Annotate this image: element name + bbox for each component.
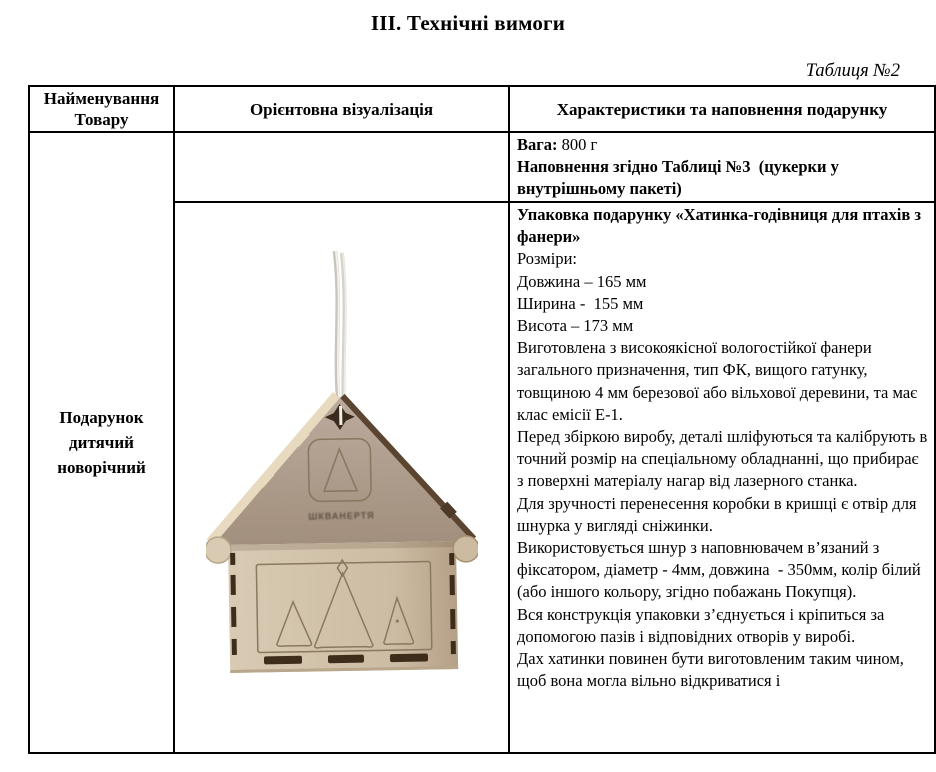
filling-line: Наповнення згідно Таблиці №3 (цукерки у внутрішньому пакеті) <box>517 157 844 199</box>
visualization-empty-cell <box>174 132 509 202</box>
characteristic-paragraph: Для зручності перенесення коробки в кришці є отвір для шнурка у вигляді сніжинки. <box>517 493 921 535</box>
characteristic-paragraph: Упаковка подарунку «Хатинка-годівниця для птахів з фанери» <box>517 205 926 247</box>
table-caption: Таблиця №2 <box>805 61 900 81</box>
characteristic-paragraph: Перед збіркою виробу, деталі шліфуються та калібрують в точний розмір на спеціальному обладнанні, що прибирає з поверхні матеріалу нагар від лазерного станка. <box>517 427 932 491</box>
left-peg <box>206 537 231 563</box>
characteristic-paragraph: Дах хатинки повинен бути виготовленим таким чином, щоб вона могла вільно відкриватися і <box>517 649 909 691</box>
weight-and-filling-cell <box>509 132 935 202</box>
characteristic-paragraph: Використовується шнур з наповнювачем в’язаний з фіксатором, діаметр - 4мм, довжина - 350мм, колір білий (або іншого кольору, згідно побажань Покупця). <box>517 538 925 602</box>
header-cell-characteristics: Характеристики та наповнення подарунку <box>509 86 935 132</box>
page-title: ІІІ. Технічні вимоги <box>370 11 566 35</box>
header-cell-visualization: Орієнтовна візуалізація <box>174 86 509 132</box>
table-row-weight <box>29 132 935 202</box>
cord-icon <box>334 251 347 415</box>
weight-label: Вага: <box>517 135 558 154</box>
birdhouse-illustration <box>206 245 478 687</box>
header-cell-product-name: Найменування Товару <box>29 86 174 132</box>
characteristic-paragraph: Висота – 173 мм <box>517 316 634 336</box>
table-header-row <box>29 86 935 132</box>
brand-engraving: ШКВАНЕРТЯ <box>307 510 375 522</box>
right-peg <box>452 536 477 562</box>
product-name-cell: Подарунок дитячий новорічний <box>29 132 174 753</box>
characteristics-paragraphs <box>517 204 932 692</box>
characteristic-paragraph: Розміри: <box>517 249 577 269</box>
visualization-cell <box>174 202 509 753</box>
requirements-table <box>28 85 936 754</box>
weight-value: 800 г <box>557 135 598 154</box>
product-photo <box>206 245 478 687</box>
characteristic-paragraph: Виготовлена з високоякісної вологостійкої фанери загального призначення, тип ФК, вищого гатунку, товщиною 4 мм березової або вільхової деревини, та має клас емісії Е-1. <box>517 338 922 424</box>
characteristic-paragraph: Вся конструкція упаковки з’єднується і кріпиться за допомогою пазів і відповідних отворів у виробі. <box>517 604 889 646</box>
characteristic-paragraph: Ширина - 155 мм <box>517 293 644 313</box>
characteristic-paragraph: Довжина – 165 мм <box>517 271 647 291</box>
characteristics-cell <box>509 202 935 753</box>
weight-line <box>517 134 928 156</box>
